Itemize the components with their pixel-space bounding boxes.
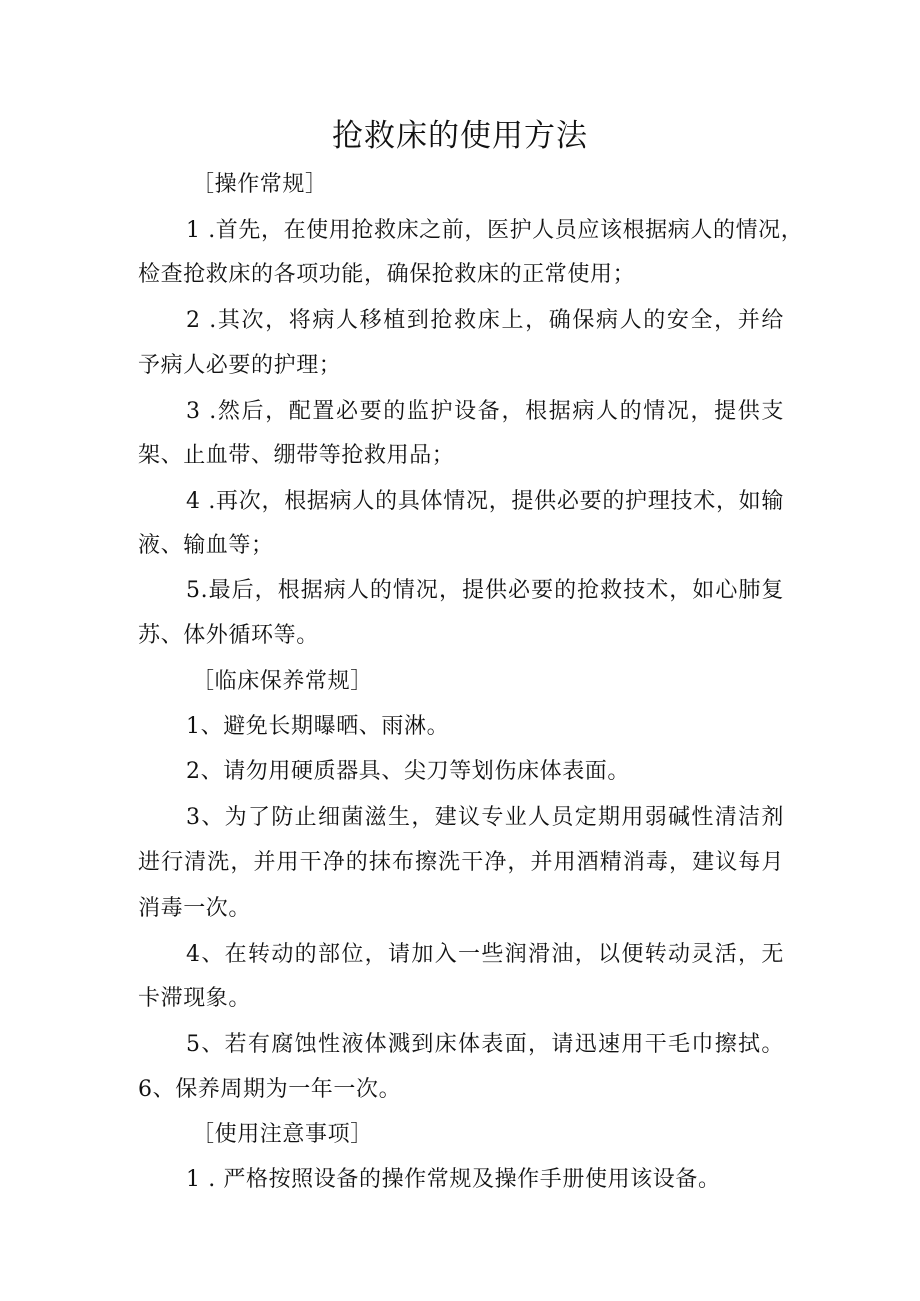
section-heading-maintenance: ［临床保养常规］: [192, 669, 373, 694]
paragraph-line: 5、若有腐蚀性液体溅到床体表面，请迅速用干毛巾擦拭。: [186, 1032, 784, 1057]
section-heading-operation: ［操作常规］: [192, 172, 328, 197]
paragraph-line: 3、为了防止细菌滋生，建议专业人员定期用弱碱性清洁剂: [186, 805, 784, 830]
paragraph-line: 5.最后，根据病人的情况，提供必要的抢救技术，如心肺复: [186, 578, 784, 603]
paragraph-line: 1、避免长期曝晒、雨淋。: [186, 714, 450, 739]
paragraph-line: 消毒一次。: [138, 896, 252, 921]
page-title: 抢救床的使用方法: [332, 118, 588, 154]
paragraph-line: 苏、体外循环等。: [138, 623, 319, 648]
paragraph-line: 架、止血带、绷带等抢救用品；: [138, 443, 455, 468]
paragraph-line: 液、输血等；: [138, 533, 274, 558]
paragraph-line: 进行清洗，并用干净的抹布擦洗干净，并用酒精消毒，建议每月: [138, 850, 784, 875]
paragraph-line: 2 .其次，将病人移植到抢救床上，确保病人的安全，并给: [186, 308, 784, 333]
paragraph-line: 检查抢救床的各项功能，确保抢救床的正常使用；: [138, 262, 636, 287]
paragraph-line: 1 .首先，在使用抢救床之前，医护人员应该根据病人的情况，: [186, 218, 804, 243]
paragraph-line: 4 .再次，根据病人的具体情况，提供必要的护理技术，如输: [186, 489, 784, 514]
section-heading-precautions: ［使用注意事项］: [192, 1122, 373, 1147]
paragraph-line: 予病人必要的护理；: [138, 353, 342, 378]
paragraph-line: 4、在转动的部位，请加入一些润滑油，以便转动灵活，无: [186, 942, 784, 967]
paragraph-line: 2、请勿用硬质器具、尖刀等划伤床体表面。: [186, 759, 630, 784]
paragraph-line: 3 .然后，配置必要的监护设备，根据病人的情况，提供支: [186, 399, 784, 424]
paragraph-line: 1 . 严格按照设备的操作常规及操作手册使用该设备。: [186, 1167, 721, 1192]
paragraph-line: 6、保养周期为一年一次。: [138, 1077, 402, 1102]
paragraph-line: 卡滞现象。: [138, 986, 252, 1011]
